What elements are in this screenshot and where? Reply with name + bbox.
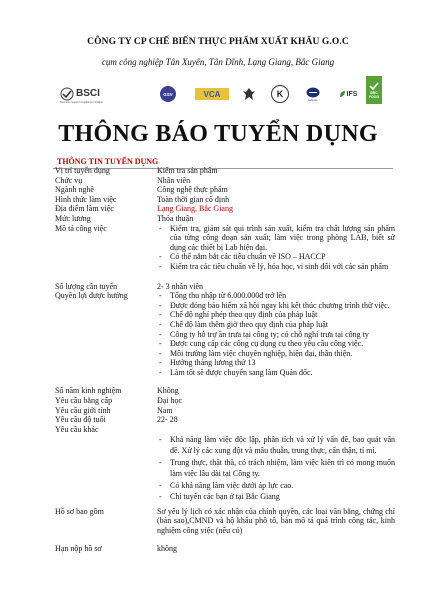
position-label: Vị trí tuyển dụng bbox=[55, 166, 110, 175]
documents-value: Sơ yếu lý lịch có xác nhận của chính quyền, các loại văn bằng, chứng chỉ (bản sao),CMND và hộ khẩu phô tô, bản mô tả quá trình công tác, kinh nghiệm công việc (nếu có) bbox=[157, 506, 395, 536]
eagle-icon bbox=[242, 86, 256, 102]
gender-label: Yêu cầu giới tính bbox=[55, 405, 111, 415]
row-benefits bbox=[55, 291, 395, 377]
row-work-type bbox=[55, 195, 395, 205]
requirement-item: - Có khả năng làm việc dưới áp lực cao. bbox=[157, 480, 395, 492]
benefit-item: - Tổng thu nhập từ 6.000.000đ trở lên bbox=[157, 291, 395, 301]
row-documents bbox=[55, 507, 395, 536]
row-description bbox=[55, 224, 395, 272]
age-value: 22- 28 bbox=[157, 415, 178, 425]
row-position bbox=[55, 166, 395, 176]
brc-logo-text: BRC FOOD bbox=[369, 91, 379, 99]
age-label: Yêu cầu độ tuổi bbox=[55, 415, 106, 425]
row-industry bbox=[55, 185, 395, 195]
halal-logo-text: HALAL bbox=[308, 97, 318, 102]
requirement-item: - Trung thực, thật thà, có trách nhiệm, làm việc kiên trì có mong muốn làm việc lâu dài tại Công ty. bbox=[157, 457, 395, 480]
page-title: THÔNG BÁO TUYỂN DỤNG bbox=[58, 121, 378, 147]
requirement-item: - Khả năng làm việc độc lập, phân tích và xử lý vấn đề, bao quát vấn đề. Xử lý các xung đột và mâu thuẫn, trung thực, cẩn thận, tỉ mỉ. bbox=[157, 434, 395, 457]
brc-check-icon bbox=[369, 81, 379, 91]
benefits-label: Quyền lợi được hưởng bbox=[55, 291, 128, 301]
description-item: - Kiểm tra các tiêu chuẩn về lý, hóa học, vi sinh đối với các sản phẩm bbox=[157, 262, 395, 272]
experience-value: Không bbox=[157, 386, 179, 396]
requirement-item: - Chỉ tuyển các bạn ở tại Bắc Giang bbox=[157, 491, 395, 503]
benefit-item: - Chế độ nghỉ phép theo quy định của pháp luật bbox=[157, 310, 395, 320]
degree-value: Đại học bbox=[157, 396, 183, 406]
ifs-logo bbox=[335, 88, 361, 100]
row-title bbox=[55, 176, 395, 186]
industry-value: Công nghệ thực phẩm bbox=[157, 185, 228, 195]
row-degree bbox=[55, 396, 395, 406]
benefit-item: - Môi trường làm việc chuyên nghiệp, hiện đại, thân thiện. bbox=[157, 349, 395, 359]
salary-label: Mức lương bbox=[55, 213, 91, 223]
kosher-logo bbox=[271, 85, 289, 103]
benefit-item: - Được cung cấp các công cụ dụng cụ theo yêu cầu công việc. bbox=[157, 339, 395, 349]
description-item: - Kiểm tra, giám sát qui trình sản xuất, kiểm tra chất lượng sản phẩm của từng công đoạn sản xuất; làm việc trong phòng LAB, biết sử dụng các thiết bị Lab hiện đại. bbox=[157, 224, 395, 253]
description-item: - Có thể nắm bắt các tiêu chuẩn về ISO – HACCP bbox=[157, 252, 395, 262]
row-experience bbox=[55, 386, 395, 396]
halal-logo bbox=[304, 86, 322, 102]
row-deadline bbox=[55, 544, 395, 554]
benefit-item: - Làm tốt sẽ được chuyển sang làm Quản đốc. bbox=[157, 368, 395, 378]
vca-logo-text: VCA bbox=[203, 89, 221, 99]
experience-label: Số năm kinh nghiệm bbox=[55, 386, 122, 396]
ifs-leaf-icon bbox=[339, 90, 346, 98]
bsci-logo bbox=[60, 82, 112, 108]
company-address: cụm công nghiệp Tân Xuyên, Tân Dĩnh, Lạng Giang, Bắc Giang bbox=[101, 57, 335, 67]
location-label: Địa điểm làm việc bbox=[55, 204, 114, 214]
location-value: Lạng Giang, Bắc Giang bbox=[157, 204, 233, 214]
job-details bbox=[55, 166, 395, 553]
gender-value: Nam bbox=[157, 405, 173, 415]
kosher-logo-text: K bbox=[276, 89, 284, 99]
row-location bbox=[55, 204, 395, 214]
benefits-list bbox=[157, 291, 395, 377]
headcount-label: Số lượng cần tuyển bbox=[55, 281, 118, 291]
gsv-logo-text: GSV bbox=[163, 91, 173, 97]
bsci-emblem-icon bbox=[60, 87, 74, 101]
position-value: Kiểm tra sản phẩm bbox=[157, 166, 218, 175]
brc-food-logo bbox=[366, 76, 382, 104]
benefit-item: - Công ty hỗ trợ ăn trưa tại công ty; có chỗ nghỉ trưa tại công ty bbox=[157, 330, 395, 340]
degree-label: Yêu cầu bằng cấp bbox=[55, 396, 113, 406]
section-heading: THÔNG TIN TUYỂN DỤNG bbox=[57, 157, 159, 166]
description-list bbox=[157, 224, 395, 272]
work-type-value: Toàn thời gian cố định bbox=[157, 194, 230, 204]
benefit-item: - Được đóng bảo hiểm xã hội ngay khi kết thúc chương trình thử việc. bbox=[157, 301, 395, 311]
row-salary bbox=[55, 214, 395, 224]
row-other-requirements bbox=[55, 425, 395, 503]
row-headcount bbox=[55, 282, 395, 292]
rank-label: Chức vụ bbox=[55, 175, 83, 185]
description-label: Mô tả công việc bbox=[55, 223, 107, 233]
row-gender bbox=[55, 406, 395, 416]
halal-emblem-icon bbox=[306, 87, 320, 98]
gsv-logo bbox=[160, 86, 176, 102]
other-requirements-list bbox=[157, 434, 395, 503]
deadline-value: không bbox=[157, 543, 177, 553]
company-name: CÔNG TY CP CHẾ BIẾN THỰC PHẨM XUẤT KHẨU G.O.C bbox=[87, 37, 349, 47]
industry-label: Ngành nghề bbox=[55, 185, 94, 195]
documents-label: Hồ sơ bao gồm bbox=[55, 506, 104, 516]
row-age bbox=[55, 415, 395, 425]
bsci-logo-text: BSCI bbox=[76, 88, 100, 99]
vca-logo bbox=[195, 88, 229, 100]
other-requirements-label: Yêu cầu khác bbox=[55, 424, 99, 434]
benefit-item: - Hưởng tháng lương thứ 13 bbox=[157, 358, 395, 368]
work-type-label: Hình thức làm việc bbox=[55, 194, 117, 204]
deadline-label: Hạn nộp hồ sơ bbox=[55, 543, 102, 553]
headcount-value: 2- 3 nhân viên bbox=[157, 281, 203, 291]
salary-value: Thỏa thuận bbox=[157, 213, 194, 223]
benefit-item: - Chế độ làm thêm giờ theo quy định của pháp luật bbox=[157, 320, 395, 330]
certification-logos bbox=[60, 82, 380, 114]
eagle-emblem-logo bbox=[242, 86, 256, 102]
bsci-logo-subtext: Business Social Compliance Initiative bbox=[60, 100, 103, 104]
rank-value: Nhân viên bbox=[157, 175, 191, 185]
ifs-logo-text: IFS bbox=[346, 90, 358, 98]
